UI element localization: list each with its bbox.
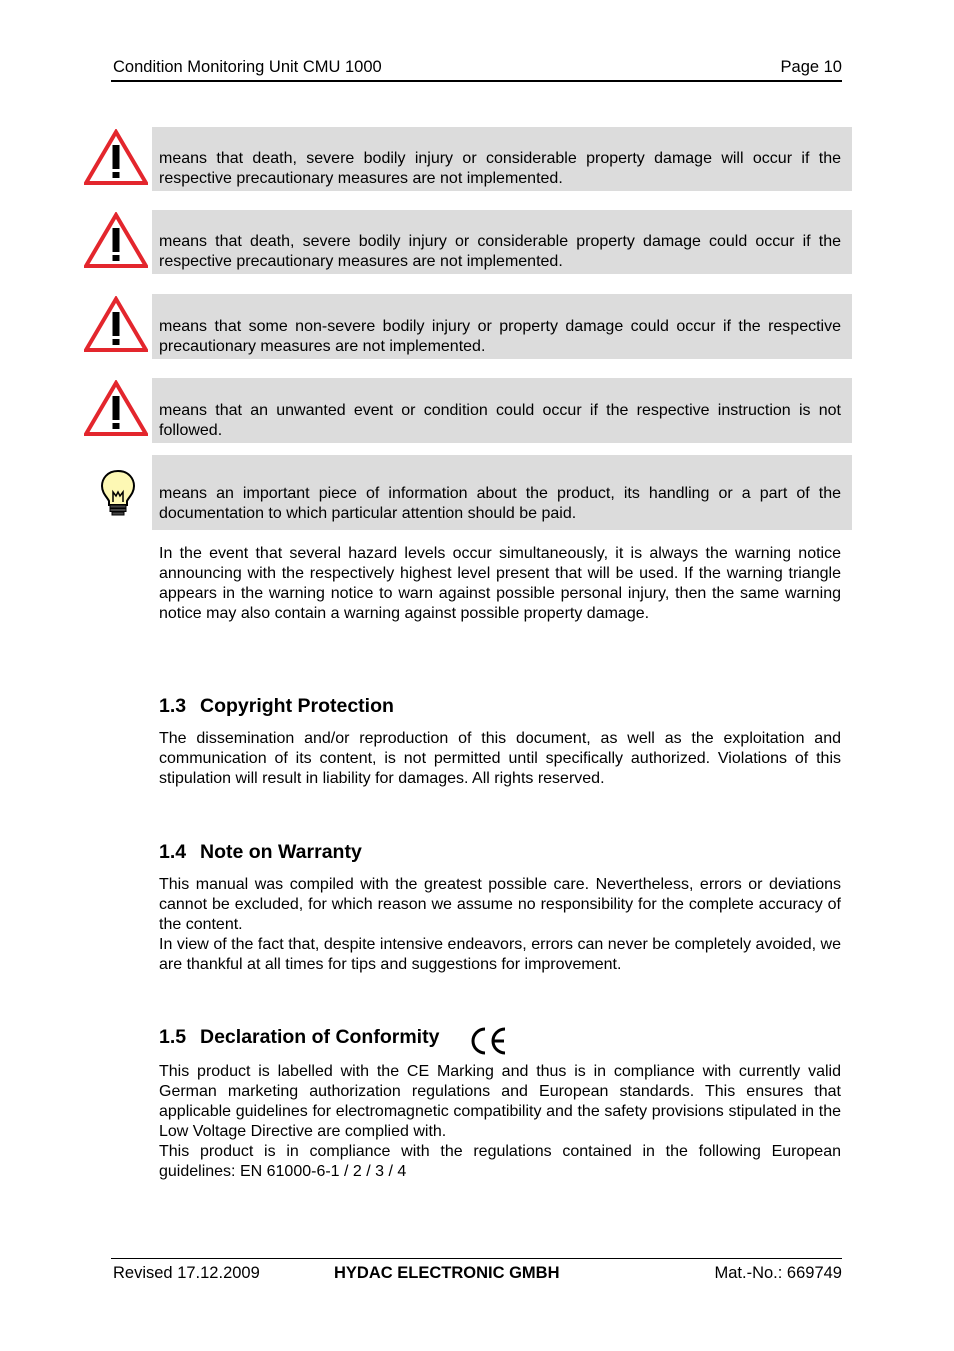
notice-caution [152,294,852,359]
notice-text: means that an unwanted event or condition could occur if the respective instruction is not followed. [159,402,841,439]
page-footer [111,1258,842,1287]
notice-text: means that death, severe bodily injury or considerable property damage could occur if the respective precautionary measures are not implemented. [159,233,841,270]
revision-date: Revised 17.12.2009 [113,1264,260,1282]
page-number: Page 10 [780,58,842,76]
notice-danger [152,127,852,191]
section-number: 1.4 [159,841,187,863]
notice-text: means that death, severe bodily injury or considerable property damage will occur if the respective precautionary measures are not implemented. [159,150,841,187]
paragraph-text: This manual was compiled with the greatest possible care. Nevertheless, errors or deviations cannot be excluded, for which reason we assume no responsibility for the complete accuracy of the content. [159,876,841,933]
paragraph-text: In the event that several hazard levels occur simultaneously, it is always the warning notice announcing with the respectively highest level present that will be used. If the warning triangle appears in the warning notice to warn against possible personal injury, then the same warning notice may also contain a warning against possible property damage. [159,545,841,622]
notice-attention [152,378,852,443]
section-title: Declaration of Conformity [200,1026,440,1048]
section-number: 1.3 [159,695,187,717]
section-title: Note on Warranty [200,841,362,863]
section-heading-copyright [159,695,394,718]
warning-triangle-icon [84,212,148,268]
lightbulb-icon [96,468,140,524]
warranty-paragraph [159,875,841,975]
hazard-levels-paragraph [159,544,841,624]
warning-triangle-icon [84,129,148,185]
paragraph-text: This product is labelled with the CE Marking and thus is in compliance with currently valid German marketing authorization regulations and European standards. This ensures that applicable guidelines for electromagnetic compatibility and the safety provisions stipulated in the Low Voltage Directive are complied with. [159,1063,841,1140]
paragraph-text: In view of the fact that, despite intensive endeavors, errors can never be completely avoided, we are thankful at all times for tips and suggestions for improvement. [159,936,841,973]
warning-triangle-icon [84,380,148,436]
section-title: Copyright Protection [200,695,394,717]
section-heading-warranty [159,841,362,864]
page-header [111,58,842,82]
ce-mark-icon [467,1026,509,1056]
warning-triangle-icon [84,296,148,352]
notice-text: means that some non-severe bodily injury or property damage could occur if the respective precautionary measures are not implemented. [159,318,841,355]
section-number: 1.5 [159,1026,187,1048]
document-title: Condition Monitoring Unit CMU 1000 [113,58,382,76]
notice-text: means an important piece of information about the product, its handling or a part of the documentation to which particular attention should be paid. [159,485,841,522]
paragraph-text: This product is in compliance with the regulations contained in the following European guidelines: EN 61000-6-1 / 2 / 3 / 4 [159,1143,841,1180]
company-name: HYDAC ELECTRONIC GMBH [334,1264,560,1282]
paragraph-text: The dissemination and/or reproduction of this document, as well as the exploitation and communication of its content, is not permitted until specifically authorized. Violations of this stipulation will result in liability for damages. All rights reserved. [159,730,841,787]
conformity-paragraph [159,1062,841,1182]
section-heading-conformity [159,1026,439,1049]
material-number: Mat.-No.: 669749 [714,1264,842,1282]
notice-warning [152,210,852,274]
notice-information [152,455,852,530]
copyright-paragraph [159,729,841,789]
